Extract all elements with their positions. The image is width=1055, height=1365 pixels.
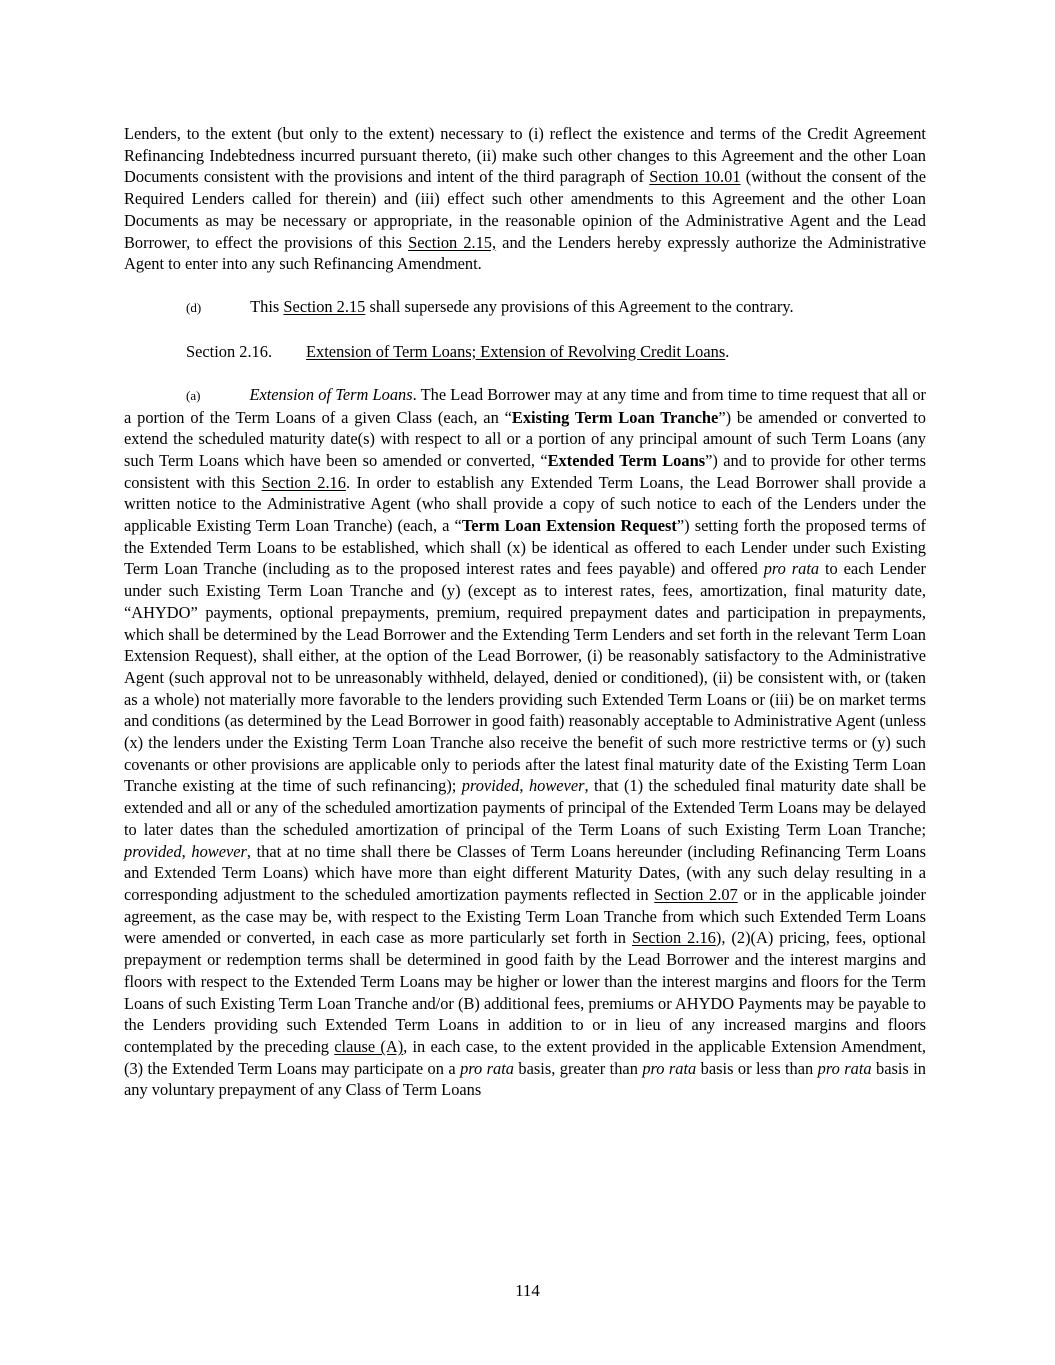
document-page: [124, 123, 926, 1101]
section-reference: Section 2.16: [261, 472, 346, 492]
section-reference: Section 10.01: [649, 167, 741, 187]
emphasis: pro rata: [817, 1058, 872, 1078]
section-reference: Section 2.16: [632, 928, 716, 948]
section-reference: Section 2.15: [283, 297, 366, 317]
emphasis: pro rata: [642, 1058, 697, 1078]
emphasis: provided: [124, 841, 182, 861]
emphasis: pro rata: [763, 559, 820, 579]
page-number: 114: [515, 1281, 540, 1300]
defined-term: Existing Term Loan Tranche: [511, 407, 719, 427]
defined-term: Extended Term Loans: [547, 450, 706, 470]
section-title: Extension of Term Loans; Extension of Revolving Credit Loans: [306, 341, 726, 361]
emphasis: provided: [461, 776, 520, 796]
defined-term: Term Loan Extension Request: [461, 516, 677, 536]
emphasis: however: [528, 776, 585, 796]
section-heading: Section 2.16. Extension of Term Loans; Extension of Revolving Credit Loans.: [186, 341, 730, 361]
section-number: Section 2.16.: [186, 341, 273, 361]
emphasis: however: [191, 841, 247, 861]
emphasis: pro rata: [460, 1058, 514, 1078]
paragraph-a: (a) Extension of Term Loans. The Lead Borrower may at any time and from time to time request that all or a portion of the Term Loans of a given Class (each, an “Existing Term Loan Tranche”) be amended or converted to extend the scheduled maturity date(s) with respect to all or a portion of any principal amount of such Term Loans (any such Term Loans which have been so amended or converted, “Extended Term Loans”) and to provide for other terms consistent with this Section 2.16. In order to establish any Extended Term Loans, the Lead Borrower shall provide a written notice to the Administrative Agent (who shall provide a copy of such notice to each of the Lenders under the applicable Existing Term Loan Tranche) (each, a “Term Loan Extension Request”) setting forth the proposed terms of the Extended Term Loans to be established, which shall (x) be identical as offered to each Lender under such Existing Term Loan Tranche (including as to the proposed interest rates and fees payable) and offered pro rata to each Lender under such Existing Term Loan Tranche and (y) (except as to interest rates, fees, amortization, final maturity date, “AHYDO” payments, optional prepayments, premium, required prepayment dates and participation in prepayments, which shall be determined by the Lead Borrower and the Extending Term Lenders and set forth in the relevant Term Loan Extension Request), shall either, at the option of the Lead Borrower, (i) be reasonably satisfactory to the Administrative Agent (such approval not to be unreasonably withheld, delayed, denied or conditioned), (ii) be consistent with, or (taken as a whole) not materially more favorable to the lenders providing such Extended Term Loans or (iii) be on market terms and conditions (as determined by the Lead Borrower in good faith) reasonably acceptable to Administrative Agent (unless (x) the lenders under the Existing Term Loan Tranche also receive the benefit of such more restrictive terms or (y) such covenants or other provisions are applicable only to periods after the latest final maturity date of the Existing Term Loan Tranche existing at the time of such refinancing); provided, however, that (1) the scheduled final maturity date shall be extended and all or any of the scheduled amortization payments of principal of the Extended Term Loans may be delayed to later dates than the scheduled amortization of principal of the Term Loans of such Existing Term Loan Tranche; provided, however, that at no time shall there be Classes of Term Loans hereunder (including Refinancing Term Loans and Extended Term Loans) which have more than eight different Maturity Dates, (with any such delay resulting in a corresponding adjustment to the scheduled amortization payments reflected in Section 2.07 or in the applicable joinder agreement, as the case may be, with respect to the Existing Term Loan Tranche from which such Extended Term Loans were amended or converted, in each case as more particularly set forth in Section 2.16), (2)(A) pricing, fees, optional prepayment or redemption terms shall be determined in good faith by the Lead Borrower and the interest margins and floors with respect to the Extended Term Loans may be higher or lower than the interest margins and floors for the Term Loans of such Existing Term Loan Tranche and/or (B) additional fees, premiums or AHYDO Payments may be payable to the Lenders providing such Extended Term Loans in addition to or in lieu of any increased margins and floors contemplated by the preceding clause (A), in each case, to the extent provided in the applicable Extension Amendment, (3) the Extended Term Loans may participate on a pro rata basis, greater than pro rata basis or less than pro rata basis in any voluntary prepayment of any Class of Term Loans: [124, 384, 927, 1100]
section-reference: Section 2.15,: [408, 232, 497, 252]
paragraph-continuation: Lenders, to the extent (but only to the extent) necessary to (i) reflect the existence and terms of the Credit Agreement Refinancing Indebtedness incurred pursuant thereto, (ii) make such other changes to this Agreement and the other Loan Documents consistent with the provisions and intent of the third paragraph of Section 10.01 (without the consent of the Required Lenders called for therein) and (iii) effect such other amendments to this Agreement and the other Loan Documents as may be necessary or appropriate, in the reasonable opinion of the Administrative Agent and the Lead Borrower, to effect the provisions of this Section 2.15, and the Lenders hereby expressly authorize the Administrative Agent to enter into any such Refinancing Amendment.: [124, 124, 927, 274]
paragraph-d: (d) This Section 2.15 shall supersede any provisions of this Agreement to the contrary.: [186, 297, 794, 317]
clause-caption: Extension of Term Loans: [249, 384, 413, 404]
clause-reference: clause (A): [334, 1036, 404, 1056]
clause-label: (a): [186, 387, 201, 403]
clause-label: (d): [186, 300, 202, 316]
section-reference: Section 2.07: [654, 885, 738, 904]
